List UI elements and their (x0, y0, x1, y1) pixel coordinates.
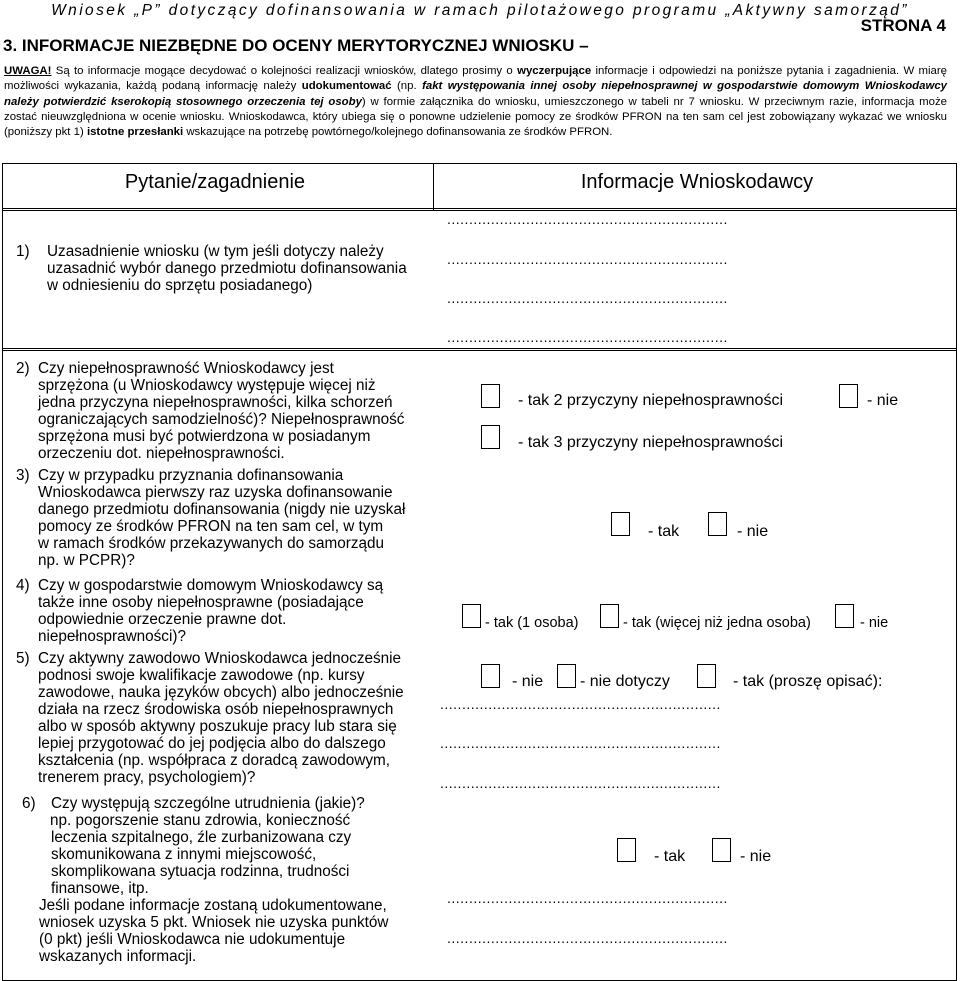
option-q2-three-causes: - tak 3 przyczyny niepełnosprawności (518, 434, 784, 451)
question-line: Czy występują szczególne utrudnienia (jakie)? (51, 795, 365, 812)
option-q5-no: - nie (512, 673, 544, 690)
question-line: także inne osoby niepełnosprawne (posiadające (38, 594, 364, 611)
note-label: UWAGA! (4, 65, 52, 77)
question-line: wskazanych informacji. (39, 948, 197, 965)
question-line: (0 pkt) jeśli Wnioskodawca nie udokumentuje (39, 931, 346, 948)
question-line: skomunikowana z innymi miejscowość, (51, 846, 317, 863)
q6-description-line-1[interactable]: ................................................................ (447, 890, 728, 906)
question-number: 4) (16, 577, 30, 594)
question-line: trenerem pracy, psychologiem)? (38, 769, 256, 786)
option-q5-yes-describe: - tak (proszę opisać): (733, 673, 883, 690)
answer-line-1[interactable]: ................................................................ (447, 211, 728, 227)
checkbox-q2-no[interactable] (839, 384, 858, 408)
option-q2-no: - nie (867, 392, 899, 409)
note-text-2: informacje i odpowiedzi na poniższe pytania i zagadnienia. W miarę możliwości wykazania, każdą podaną informację należy (4, 65, 948, 93)
question-line: Czy w przypadku przyznania dofinansowania (38, 467, 344, 484)
question-line: Jeśli podane informacje zostaną udokumentowane, (39, 897, 387, 914)
question-line: Czy w gospodarstwie domowym Wnioskodawcy są (38, 577, 384, 594)
note-bold-3: istotne przesłanki (86, 126, 184, 139)
question-line: leczenia szpitalnego, źle zurbanizowana czy (51, 829, 352, 846)
question-line: danego przedmiotu dofinansowania (nigdy nie uzyskał (38, 501, 406, 518)
question-line: działa na rzecz środowiska osób niepełnosprawnych (38, 701, 394, 718)
question-line: albo w sposób aktywny poszukuje pracy lub stara się (38, 718, 397, 735)
question-line: uzasadnić wybór danego przedmiotu dofinansowania (47, 260, 407, 277)
note-bold-2: udokumentować (301, 80, 392, 93)
row-1-divider (2, 348, 956, 351)
question-line: np. w PCPR)? (38, 552, 135, 569)
column-header-question: Pytanie/zagadnienie (124, 171, 306, 193)
question-line: sprzężona (u Wnioskodawcy występuje więcej niż (38, 377, 376, 394)
question-line: pomocy ze środków PFRON na ten sam cel, w tym (38, 518, 384, 535)
note-paragraph (4, 64, 947, 140)
document-header-title: Wniosek „P” dotyczący dofinansowania w ramach pilotażowego programu „Aktywny samorząd” (51, 2, 909, 19)
column-header-applicant-info: Informacje Wnioskodawcy (580, 171, 814, 193)
page-number: STRONA 4 (860, 16, 946, 35)
question-number: 2) (16, 360, 30, 377)
option-q2-two-causes: - tak 2 przyczyny niepełnosprawności (518, 392, 784, 409)
checkbox-q5-yes-describe[interactable] (697, 664, 716, 688)
note-bold-1: wyczerpujące (517, 65, 592, 77)
checkbox-q6-no[interactable] (712, 838, 731, 862)
question-line: podnosi swoje kwalifikacje zawodowe (np. kursy (38, 667, 365, 684)
q5-description-line-3[interactable]: ................................................................ (440, 775, 721, 791)
q5-description-line-2[interactable]: ................................................................ (440, 735, 721, 751)
option-q6-no: - nie (740, 848, 772, 865)
question-line: w odniesieniu do sprzętu posiadanego) (47, 277, 313, 294)
note-text-4: ) w formie załącznika do wniosku, umieszczonego w tabeli nr 7 wniosku. W przeciwnym razie, informacja może zostać nieuwzględniona w ocenie wniosku. Wnioskodawca, który ubiega się o ponowne udzielenie pomocy ze środków PFRON na ten sam cel jest zobowiązany wykazać we wniosku (poniższy pkt 1) (4, 95, 947, 139)
question-line: odpowiednie orzeczenie prawne dot. (38, 611, 287, 628)
question-line: wniosek uzyska 5 pkt. Wniosek nie uzyska punktów (39, 914, 389, 931)
question-line: kształcenia (np. współpraca z doradcą zawodowym, (38, 752, 390, 769)
checkbox-q5-no[interactable] (481, 664, 500, 688)
question-line: w ramach środków przekazywanych do samorządu (38, 535, 385, 552)
answer-line-2[interactable]: ................................................................ (447, 251, 728, 267)
option-q5-not-applicable: - nie dotyczy (580, 673, 670, 690)
question-number: 3) (16, 467, 30, 484)
checkbox-q4-more-persons[interactable] (600, 604, 619, 628)
q6-description-line-2[interactable]: ................................................................ (447, 930, 728, 946)
q5-description-line-1[interactable]: ................................................................ (440, 696, 721, 712)
question-line: sprzężona musi być potwierdzona w posiadanym (38, 428, 371, 445)
question-line: Czy aktywny zawodowo Wnioskodawca jednocześnie (38, 650, 402, 667)
question-line: Wnioskodawca pierwszy raz uzyska dofinansowanie (38, 484, 393, 501)
answer-line-3[interactable]: ................................................................ (447, 290, 728, 306)
question-number: 1) (16, 243, 30, 260)
question-line: np. pogorszenie stanu zdrowia, konieczność (50, 812, 351, 829)
question-line: orzeczeniu dot. niepełnosprawności. (38, 445, 285, 462)
question-line: niepełnosprawności)? (38, 628, 186, 645)
question-line: lepiej przygotować do jej podjęcia albo do dalszego (38, 735, 386, 752)
option-q6-yes: - tak (654, 848, 686, 865)
question-line: Czy niepełnosprawność Wnioskodawcy jest (38, 360, 334, 377)
option-q4-no: - nie (860, 615, 889, 631)
question-line: ograniczających samodzielność)? Niepełnosprawność (38, 411, 405, 428)
question-line: finansowe, itp. (51, 880, 149, 897)
note-text-1: Są to informacje mogące decydować o kolejności realizacji wniosków, dlatego prosimy o (51, 65, 518, 77)
checkbox-q4-no[interactable] (835, 604, 854, 628)
checkbox-q5-not-applicable[interactable] (557, 664, 576, 688)
note-text-5: wskazujące na potrzebę powtórnego/kolejnego dofinansowania ze środków PFRON. (183, 126, 613, 139)
section-title: 3. INFORMACJE NIEZBĘDNE DO OCENY MERYTORYCZNEJ WNIOSKU – (3, 36, 589, 55)
checkbox-q6-yes[interactable] (617, 838, 636, 862)
answer-line-4[interactable]: ................................................................ (447, 329, 728, 345)
option-q4-more-persons: - tak (więcej niż jedna osoba) (623, 615, 811, 631)
question-line: Uzasadnienie wniosku (w tym jeśli dotyczy należy (47, 243, 384, 260)
option-q4-one-person: - tak (1 osoba) (485, 615, 579, 631)
question-line: jedna przyczyna niepełnosprawności, kilka schorzeń (38, 394, 393, 411)
option-q3-no: - nie (737, 523, 769, 540)
question-line: zawodowe, nauka języków obcych) albo jednocześnie (38, 684, 404, 701)
note-bold-italic: fakt występowania innej osoby niepełnosprawnej w gospodarstwie domowym Wnioskodawcy należy potwierdzić kserokopią stosownego orzeczenia tej osoby (4, 80, 947, 108)
checkbox-q2-two-causes[interactable] (481, 384, 500, 408)
checkbox-q3-yes[interactable] (611, 512, 630, 536)
question-number: 5) (16, 650, 30, 667)
table-header-row (0, 163, 960, 210)
checkbox-q3-no[interactable] (708, 512, 727, 536)
question-number: 6) (22, 795, 36, 812)
checkbox-q2-three-causes[interactable] (481, 425, 500, 449)
option-q3-yes: - tak (648, 523, 680, 540)
question-line: skomplikowana sytuacja rodzinna, trudności (51, 863, 350, 880)
checkbox-q4-one-person[interactable] (462, 604, 481, 628)
note-text-3: (np. (391, 80, 423, 93)
